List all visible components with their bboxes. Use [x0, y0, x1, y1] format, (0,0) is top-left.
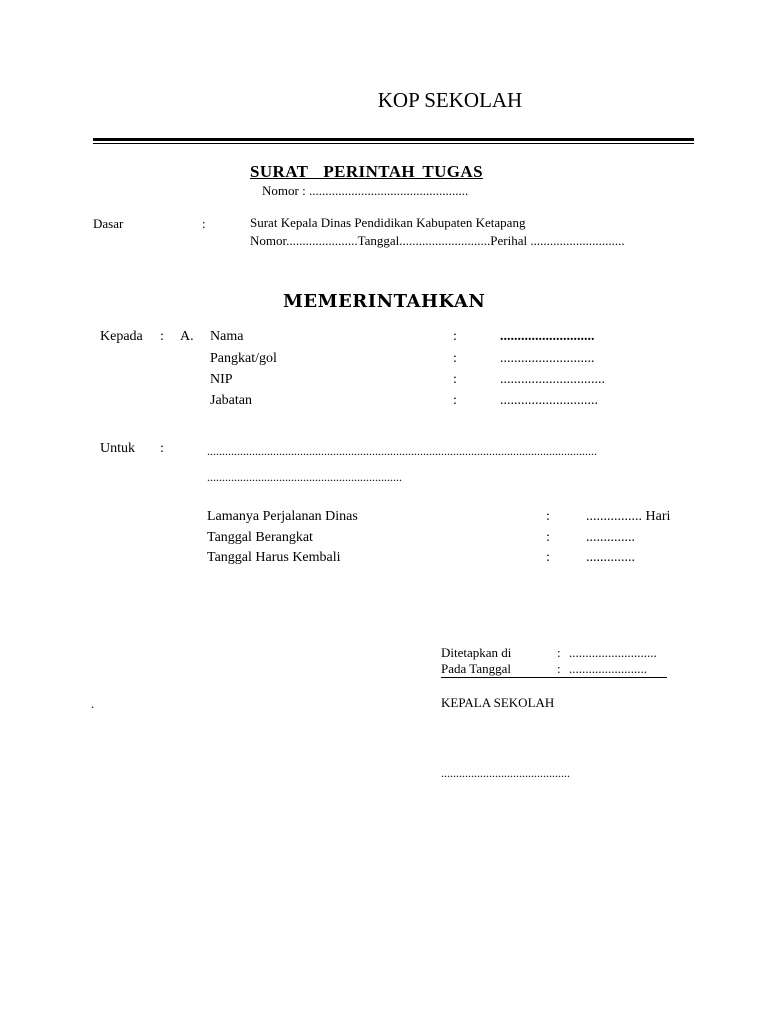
dasar-line-2: Nomor......................Tanggal............................Perihal .............................: [250, 233, 625, 248]
trip-value-duration: ................ Hari: [586, 509, 671, 524]
memerintahkan-heading: MEMERINTAHKAN: [283, 291, 486, 312]
trip-value-departure: ..............: [586, 530, 635, 545]
dasar-line-1: Surat Kepala Dinas Pendidikan Kabupaten Ketapang: [250, 215, 526, 230]
trip-colon-departure: :: [546, 530, 550, 545]
untuk-label: Untuk: [100, 441, 135, 456]
header-rule-thick: [93, 138, 694, 141]
untuk-colon: :: [160, 441, 164, 456]
field-value-pangkat: ...........................: [500, 351, 595, 366]
field-colon-jabatan: :: [453, 393, 457, 408]
field-value-nama: ...........................: [500, 329, 595, 344]
kepada-colon: :: [160, 329, 164, 344]
kepada-label: Kepada: [100, 329, 143, 344]
ditetapkan-colon: :: [557, 645, 561, 660]
signature-name-line: ...........................................: [441, 766, 570, 780]
field-value-jabatan: ............................: [500, 393, 598, 408]
kop-sekolah-heading: KOP SEKOLAH: [377, 88, 523, 112]
ditetapkan-label: Ditetapkan di: [441, 645, 512, 660]
ditetapkan-value: ...........................: [569, 645, 657, 660]
untuk-line-2: .................................................................: [207, 470, 402, 484]
trip-label-return: Tanggal Harus Kembali: [207, 550, 341, 565]
field-colon-nip: :: [453, 372, 457, 387]
trip-colon-return: :: [546, 550, 550, 565]
trip-value-return: ..............: [586, 550, 635, 565]
document-number: Nomor : .................................................: [262, 183, 469, 198]
header-rule-thin: [93, 143, 694, 144]
trip-label-duration: Lamanya Perjalanan Dinas: [207, 509, 358, 524]
untuk-line-1: ..................................................................................................................................: [207, 444, 597, 458]
document-title: SURAT PERINTAH TUGAS: [250, 162, 483, 181]
field-colon-nama: :: [453, 329, 457, 344]
tanggal-underline-row: [441, 661, 667, 678]
tanggal-label: Pada Tanggal: [441, 661, 511, 676]
kepada-letter: A.: [180, 329, 194, 344]
field-label-nama: Nama: [210, 329, 244, 344]
field-label-jabatan: Jabatan: [210, 393, 252, 408]
tanggal-value: ........................: [569, 661, 647, 676]
field-label-pangkat: Pangkat/gol: [210, 351, 277, 366]
stray-dot: .: [91, 696, 95, 711]
tanggal-colon: :: [557, 661, 561, 676]
trip-colon-duration: :: [546, 509, 550, 524]
dasar-label: Dasar: [93, 216, 124, 231]
kepala-sekolah-title: KEPALA SEKOLAH: [441, 695, 555, 710]
field-value-nip: ..............................: [500, 372, 605, 387]
dasar-colon: :: [202, 216, 206, 231]
field-label-nip: NIP: [210, 372, 233, 387]
field-colon-pangkat: :: [453, 351, 457, 366]
trip-label-departure: Tanggal Berangkat: [207, 530, 313, 545]
